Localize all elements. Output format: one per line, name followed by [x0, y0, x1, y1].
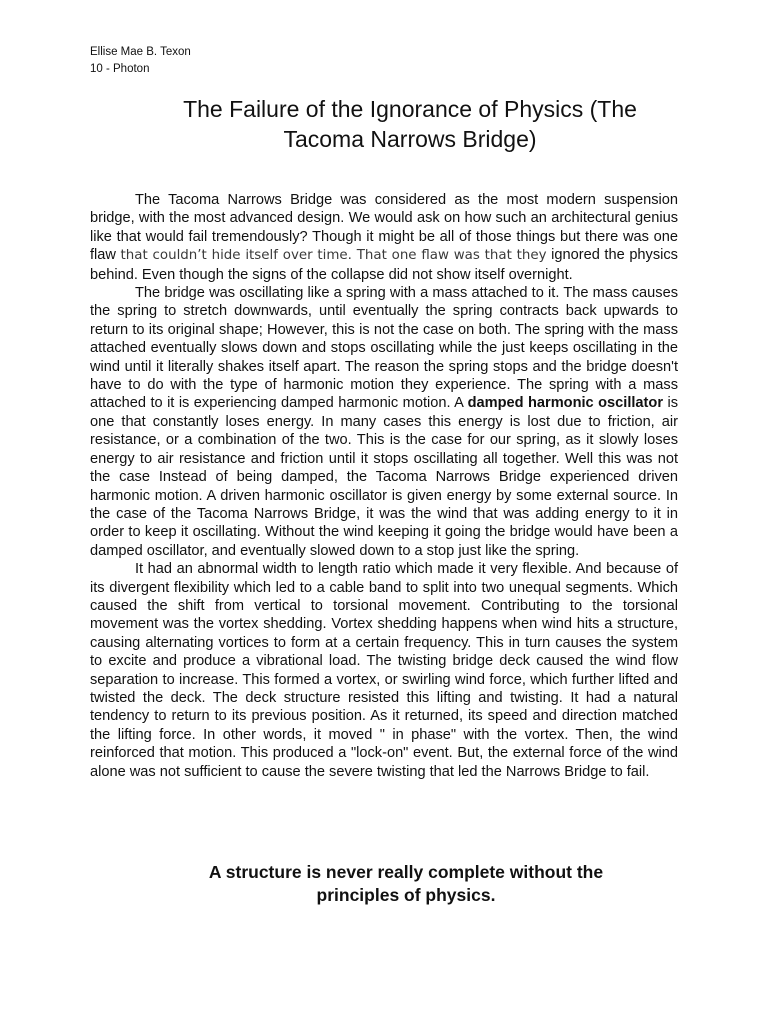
paragraph-1 — [90, 191, 678, 284]
title-line-1: The Failure of the Ignorance of Physics (The — [183, 96, 637, 122]
closing-line-2: principles of physics. — [316, 885, 496, 905]
title-line-2: Tacoma Narrows Bridge) — [283, 126, 537, 152]
author-block — [90, 44, 191, 78]
author-name: Ellise Mae B. Texon — [90, 46, 191, 58]
paragraph-1-text-c: ignored the physics behind. Even though the signs of the collapse did not show itself overnight. — [90, 247, 678, 283]
closing-statement — [150, 861, 662, 907]
paragraph-2-text-a: The bridge was oscillating like a spring with a mass attached to it. The mass causes the spring to stretch downwards, until eventually the spring contracts back upwards to return to its original shape; However, this is not the case on both. The spring with the mass attached eventually slows down and stops oscillating while the just keeps oscillating in the wind until it literally shakes itself apart. The reason the spring stops and the bridge doesn't have to do with the type of harmonic motion they experience. The spring with a mass attached to it is experiencing damped harmonic motion. A — [90, 285, 678, 412]
paragraph-1-text-b: that couldn’t hide itself over time. That one flaw was that they — [120, 248, 547, 264]
paragraph-3: It had an abnormal width to length ratio which made it very flexible. And because of its divergent flexibility which led to a cable band to split into two unequal segments. Which caused the shift from vertical to torsional movement. Contributing to the torsional movement was the vortex shedding. Vortex shedding happens when wind hits a structure, causing alternating vortices to form at a certain frequency. This in turn causes the system to excite and produce a vibrational load. The twisting bridge deck caused the wind flow separation to increase. This formed a vortex, or swirling wind force, which further lifted and twisted the deck. The deck structure resisted this lifting and twisting. It had a natural tendency to return to its previous position. As it returned, its speed and direction matched the lifting force. In other words, it moved " in phase" with the vortex. Then, the wind reinforced that motion. This produced a "lock-on" event. But, the external force of the wind alone was not sufficient to cause the severe twisting that led the Narrows Bridge to fail. — [90, 561, 678, 780]
essay-body — [90, 191, 678, 781]
paragraph-2 — [90, 284, 678, 560]
paragraph-2-text-c: is one that constantly loses energy. In many cases this energy is lost due to friction, air resistance, or a combination of the two. This is the case for our spring, as it slowly loses energy to air resistance and friction until it stops oscillating all together. Well this was not the case Instead of being damped, the Tacoma Narrows Bridge experienced driven harmonic motion. A driven harmonic oscillator is given energy by some external source. In the case of the Tacoma Narrows Bridge, it was the wind that was adding energy to it in order to keep it oscillating. Without the wind keeping it going the bridge would have been a damped oscillator, and eventually slowed down to a stop just like the spring. — [90, 395, 679, 559]
author-section: 10 - Photon — [90, 63, 150, 75]
closing-line-1: A structure is never really complete without the — [208, 862, 604, 882]
paragraph-1-text-a: The Tacoma Narrows Bridge was considered as the most modern suspension bridge, with the most advanced design. We would ask on how such an architectural genius like that would fail tremendously? Though it might be all of those things but there was one flaw — [90, 192, 678, 264]
document-title — [90, 94, 730, 154]
paragraph-2-bold-term: damped harmonic oscillator — [467, 395, 664, 412]
